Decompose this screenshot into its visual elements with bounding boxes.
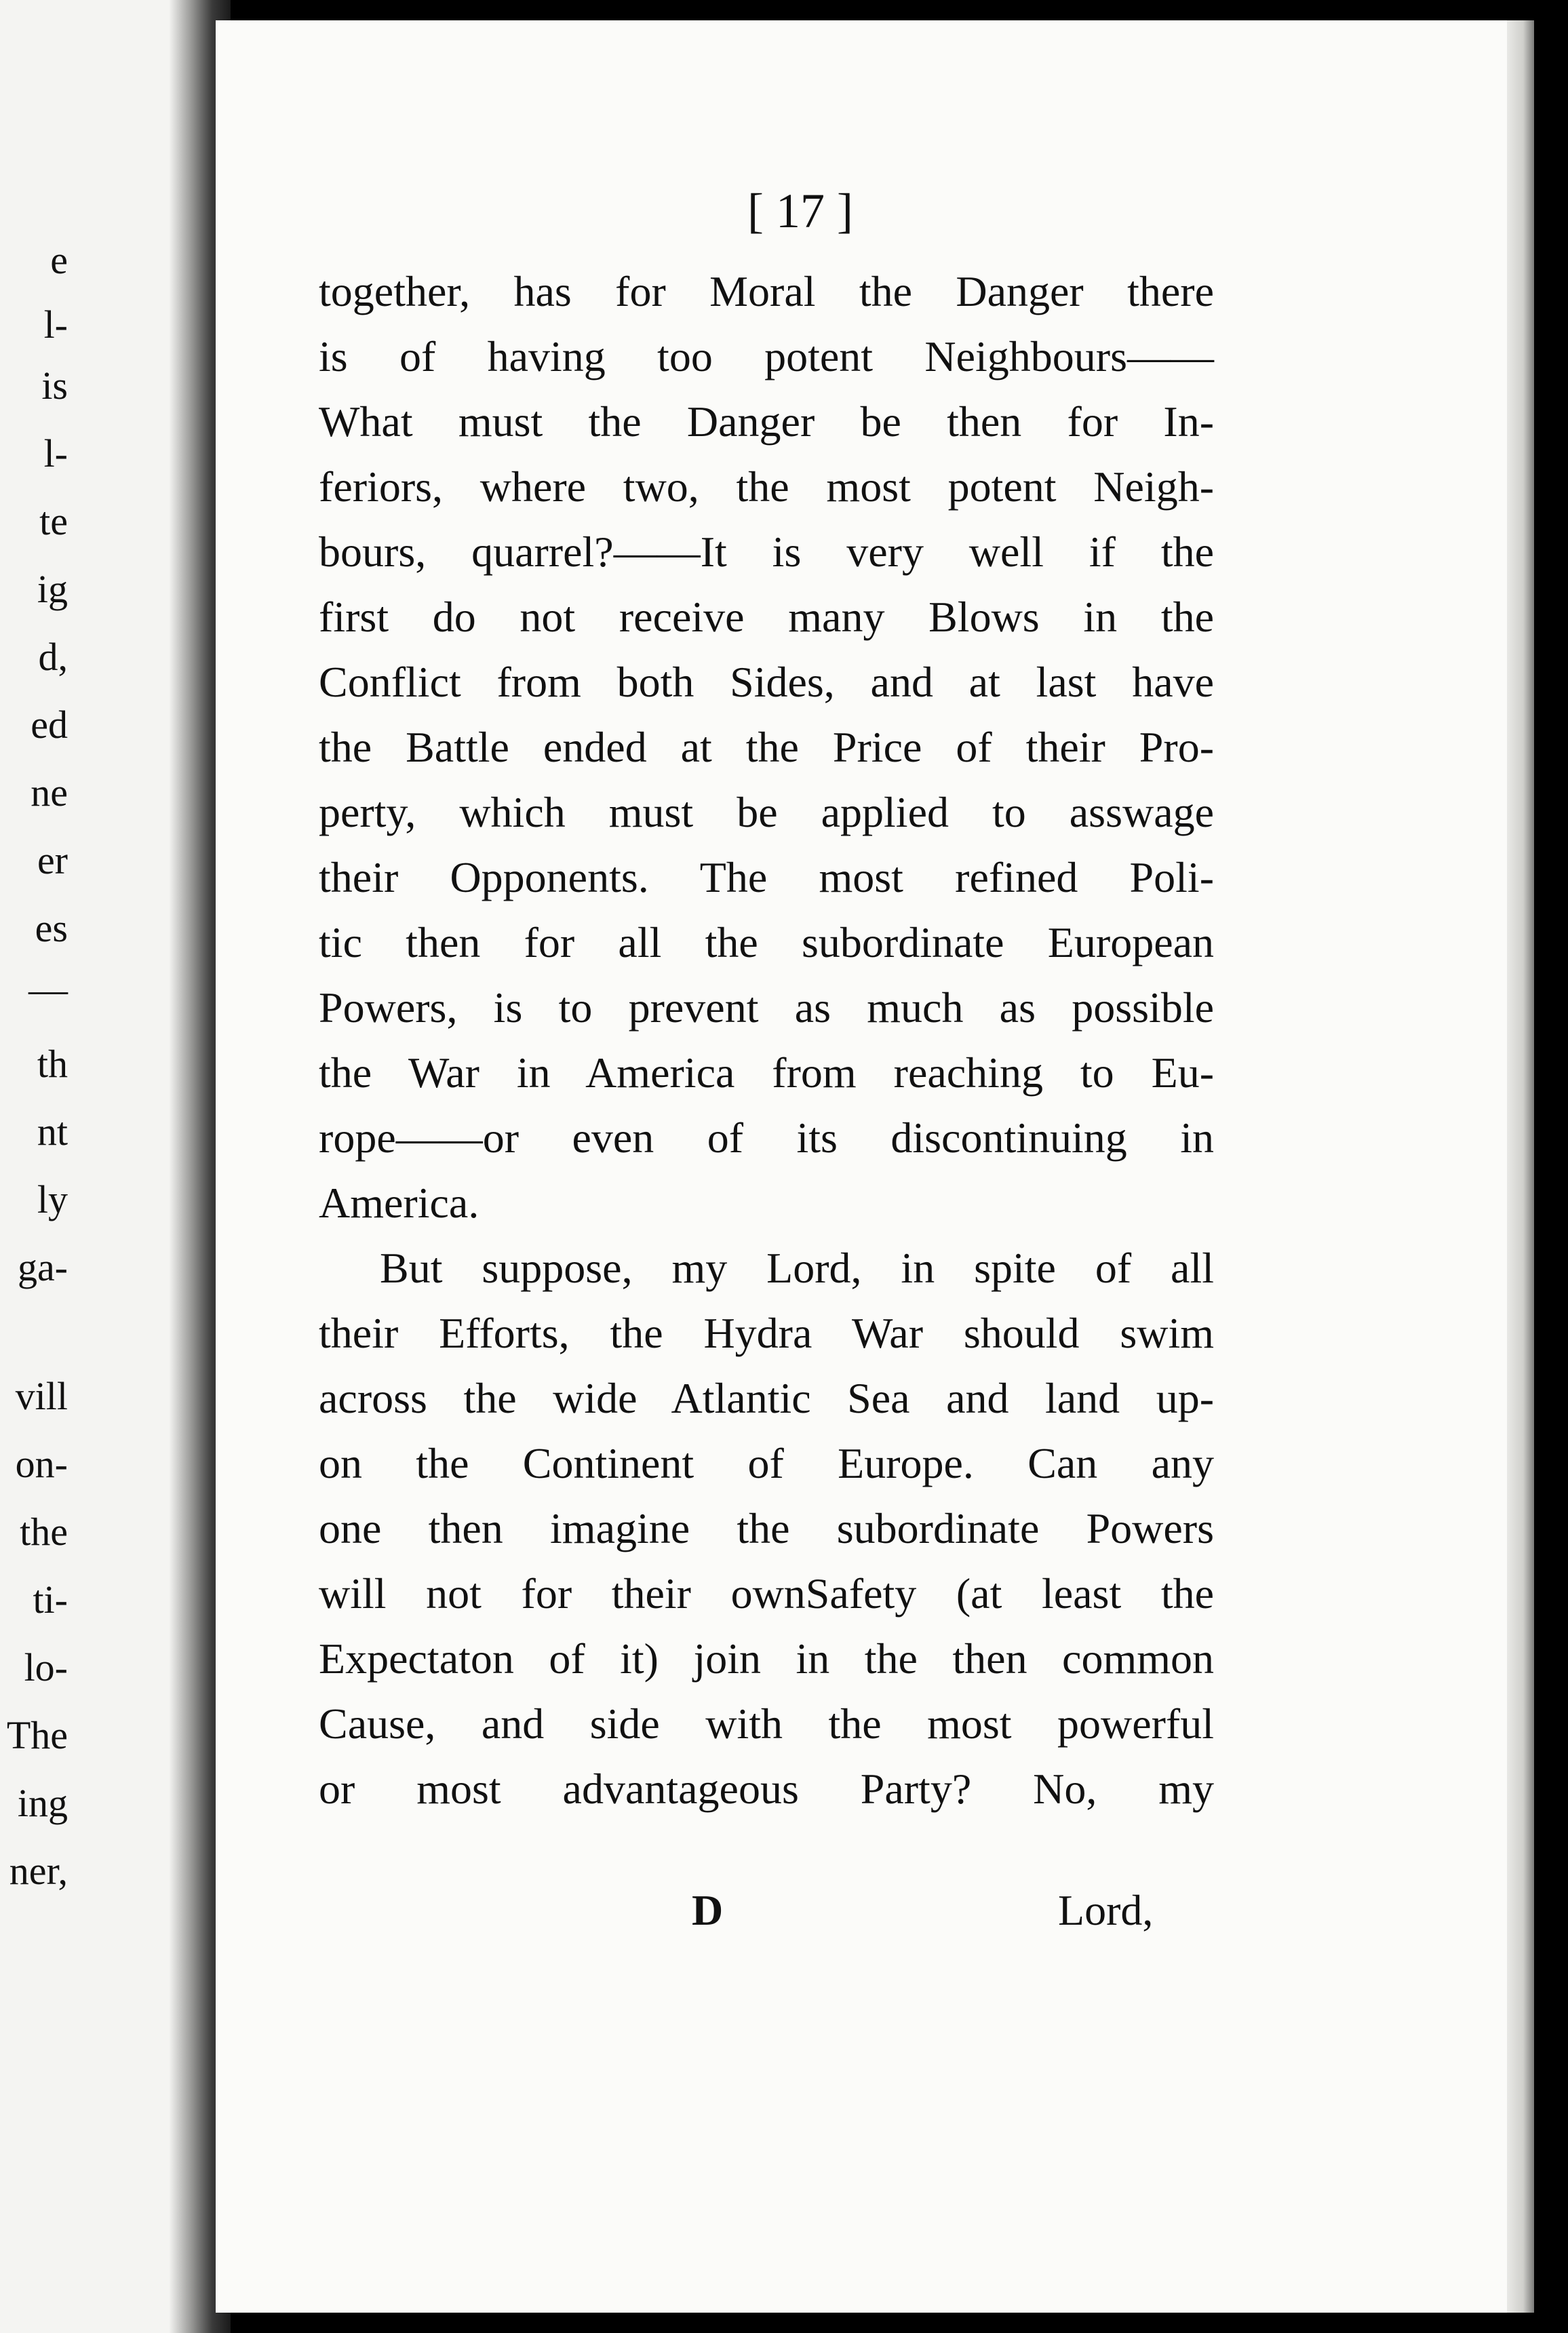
text-line: their Efforts, the Hydra War should swim xyxy=(319,1309,1214,1357)
text-line: Conflict from both Sides, and at last have xyxy=(319,658,1214,706)
text-line: Expectaton of it) join in the then common xyxy=(319,1634,1214,1683)
left-fragment: ga- xyxy=(17,1245,68,1289)
text-line: But suppose, my Lord, in spite of all xyxy=(380,1244,1214,1292)
left-fragment: er xyxy=(37,838,68,882)
left-fragment: — xyxy=(28,967,68,1011)
page-edge xyxy=(1507,20,1534,2313)
text-line: feriors, where two, the most potent Neigh- xyxy=(319,463,1214,511)
left-fragment: ti- xyxy=(33,1577,68,1622)
left-fragment: l- xyxy=(43,431,68,475)
left-fragment: nt xyxy=(37,1110,68,1154)
left-fragment: the xyxy=(20,1510,68,1554)
left-fragment: ig xyxy=(37,567,68,611)
text-line: together, has for Moral the Danger there xyxy=(319,267,1214,315)
page-number: [ 17 ] xyxy=(747,184,853,238)
left-fragment: is xyxy=(41,364,68,408)
left-fragment: es xyxy=(35,906,68,950)
left-fragment: lo- xyxy=(24,1645,68,1689)
text-line: perty, which must be applied to asswage xyxy=(319,788,1214,836)
left-fragment: on- xyxy=(15,1442,68,1486)
left-fragment: l- xyxy=(43,302,68,347)
body-text xyxy=(319,259,1214,1822)
text-line: the War in America from reaching to Eu- xyxy=(319,1048,1214,1097)
text-line: on the Continent of Europe. Can any xyxy=(319,1439,1214,1487)
left-fragment: e xyxy=(50,238,68,282)
left-fragment: th xyxy=(37,1042,68,1086)
left-fragment: ed xyxy=(31,703,68,747)
text-line: their Opponents. The most refined Poli- xyxy=(319,853,1214,901)
text-line: bours, quarrel?——It is very well if the xyxy=(319,528,1214,576)
text-line: rope——or even of its discontinuing in xyxy=(319,1114,1214,1162)
catchword: Lord, xyxy=(1058,1886,1154,1934)
left-fragment: ner, xyxy=(9,1849,68,1893)
left-fragment: d, xyxy=(38,635,68,679)
left-fragment: ne xyxy=(31,770,68,815)
left-fragment: ing xyxy=(17,1781,68,1825)
text-line: What must the Danger be then for In- xyxy=(319,397,1214,446)
text-line: Powers, is to prevent as much as possible xyxy=(319,983,1214,1032)
text-line: one then imagine the subordinate Powers xyxy=(319,1504,1214,1552)
left-fragment: vill xyxy=(15,1374,68,1418)
left-fragment: The xyxy=(6,1713,68,1757)
text-line: the Battle ended at the Price of their Pro- xyxy=(319,723,1214,771)
text-line: or most advantageous Party? No, my xyxy=(319,1765,1214,1813)
left-page-text-fragments xyxy=(0,0,178,2333)
left-fragment: te xyxy=(39,499,68,543)
text-line: across the wide Atlantic Sea and land up- xyxy=(319,1374,1214,1422)
signature-mark: D xyxy=(692,1886,724,1934)
text-line: will not for their ownSafety (at least the xyxy=(319,1569,1214,1618)
text-line: Cause, and side with the most powerful xyxy=(319,1700,1214,1748)
text-line: first do not receive many Blows in the xyxy=(319,593,1214,641)
left-fragment: ly xyxy=(37,1177,68,1221)
text-line: tic then for all the subordinate European xyxy=(319,918,1214,966)
text-line: America. xyxy=(319,1179,479,1227)
text-line: is of having too potent Neighbours—— xyxy=(319,332,1214,380)
